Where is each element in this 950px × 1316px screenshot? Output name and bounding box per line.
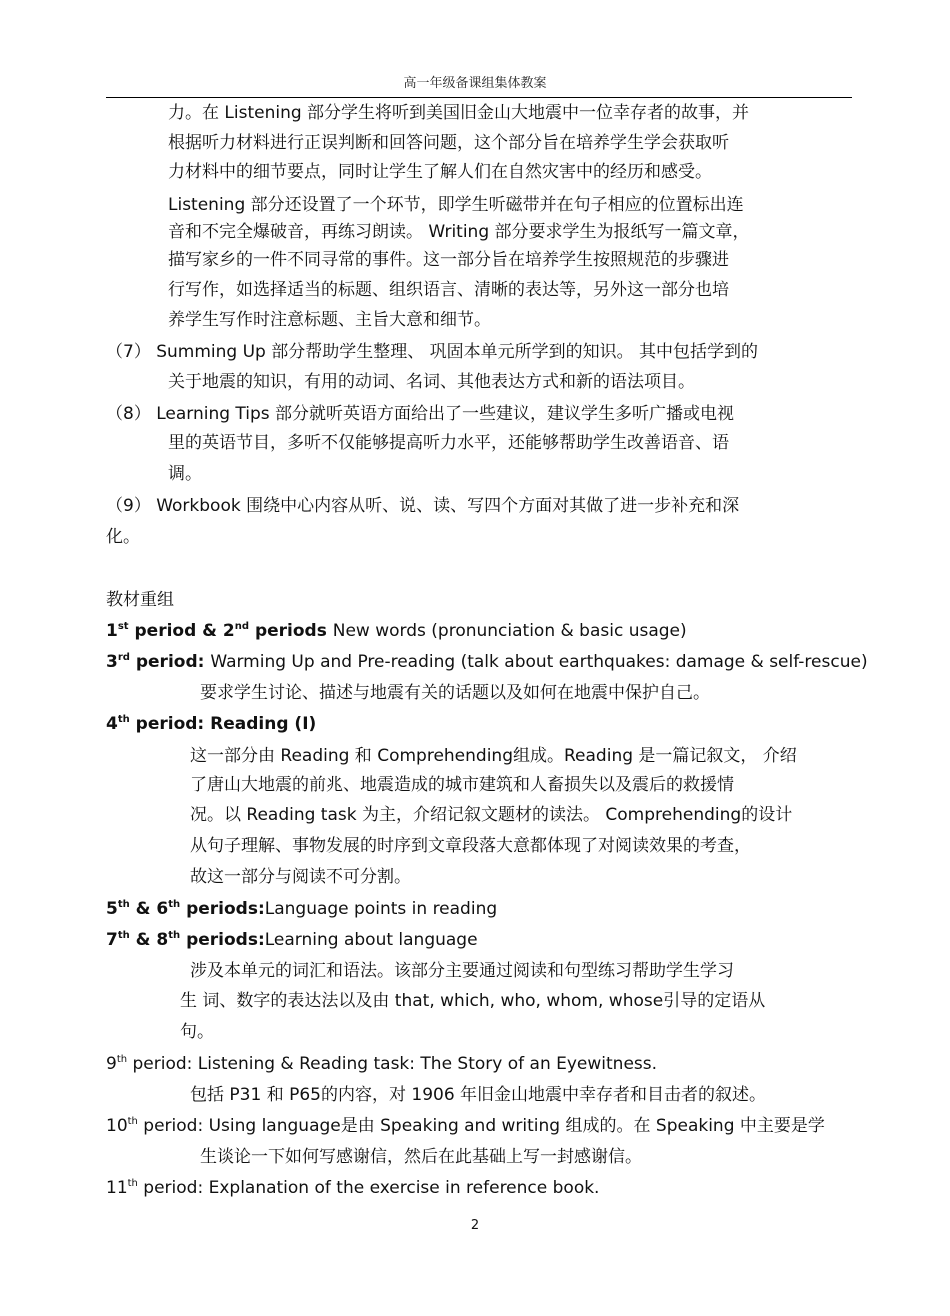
body-line: 养学生写作时注意标题、主旨大意和细节。 (168, 310, 491, 330)
body-line: 音和不完全爆破音，再练习朗读。 Writing 部分要求学生为报纸写一篇文章， (168, 222, 750, 242)
period-10: 10th period: Using language是由 Speaking and writing 组成的。在 Speaking 中主要是学 (106, 1116, 825, 1136)
body-line: 力。在 Listening 部分学生将听到美国旧金山大地震中一位幸存者的故事，并 (168, 103, 750, 123)
period-4-detail: 故这一部分与阅读不可分割。 (190, 867, 411, 887)
list-item-9: （9） Workbook 围绕中心内容从听、说、读、写四个方面对其做了进一步补充和深 (106, 496, 740, 516)
period-4-detail: 从句子理解、事物发展的时序到文章段落大意都体现了对阅读效果的考查， (190, 836, 751, 856)
list-item-8: （8） Learning Tips 部分就听英语方面给出了一些建议，建议学生多听广播或电视 (106, 404, 735, 424)
period-4-detail: 这一部分由 Reading 和 Comprehending组成。Reading 是一篇记叙文， 介绍 (190, 746, 797, 766)
period-4-detail: 况。以 Reading task 为主，介绍记叙文题材的读法。 Comprehending的设计 (190, 805, 793, 825)
period-7-8-detail: 涉及本单元的词汇和语法。该部分主要通过阅读和句型练习帮助学生学习 (190, 961, 734, 981)
body-line: 里的英语节目，多听不仅能够提高听力水平，还能够帮助学生改善语音、语 (168, 433, 729, 453)
running-header: 高一年级备课组集体教案 (403, 76, 547, 91)
period-11: 11th period: Explanation of the exercise in reference book. (106, 1178, 600, 1198)
header-rule (106, 97, 852, 98)
period-10-detail: 生谈论一下如何写感谢信，然后在此基础上写一封感谢信。 (200, 1147, 642, 1167)
period-4-detail: 了唐山大地震的前兆、地震造成的城市建筑和人畜损失以及震后的救援情 (190, 775, 734, 795)
period-7-8-detail: 生 词、数字的表达法以及由 that, which, who, whom, whose引导的定语从 (180, 991, 766, 1011)
period-9: 9th period: Listening & Reading task: The Story of an Eyewitness. (106, 1054, 658, 1074)
body-line: 行写作，如选择适当的标题、组织语言、清晰的表达等，另外这一部分也培 (168, 280, 729, 300)
period-7-8: 7th & 8th periods:Learning about language (106, 930, 478, 950)
period-7-8-detail: 句。 (180, 1022, 214, 1042)
list-item-7: （7） Summing Up 部分帮助学生整理、 巩固本单元所学到的知识。 其中包括学到的 (106, 342, 759, 362)
period-1-2: 1st period & 2nd periods New words (pronunciation & basic usage) (106, 621, 687, 641)
body-line: Listening 部分还设置了一个环节，即学生听磁带并在句子相应的位置标出连 (168, 195, 744, 215)
period-5-6: 5th & 6th periods:Language points in reading (106, 899, 498, 919)
page-number: 2 (470, 1218, 480, 1233)
period-9-detail: 包括 P31 和 P65的内容，对 1906 年旧金山地震中幸存者和目击者的叙述。 (190, 1085, 767, 1105)
period-3: 3rd period: Warming Up and Pre-reading (talk about earthquakes: damage & self-rescue) (106, 652, 868, 672)
body-line: 力材料中的细节要点，同时让学生了解人们在自然灾害中的经历和感受。 (168, 162, 712, 182)
body-line: 描写家乡的一件不同寻常的事件。这一部分旨在培养学生按照规范的步骤进 (168, 250, 729, 270)
body-line: 调。 (168, 464, 202, 484)
body-line: 关于地震的知识，有用的动词、名词、其他表达方式和新的语法项目。 (168, 372, 695, 392)
section-heading: 教材重组 (106, 590, 174, 610)
period-3-detail: 要求学生讨论、描述与地震有关的话题以及如何在地震中保护自己。 (200, 683, 710, 703)
body-line: 化。 (106, 527, 140, 547)
body-line: 根据听力材料进行正误判断和回答问题，这个部分旨在培养学生学会获取听 (168, 133, 729, 153)
period-4: 4th period: Reading (I) (106, 714, 317, 734)
